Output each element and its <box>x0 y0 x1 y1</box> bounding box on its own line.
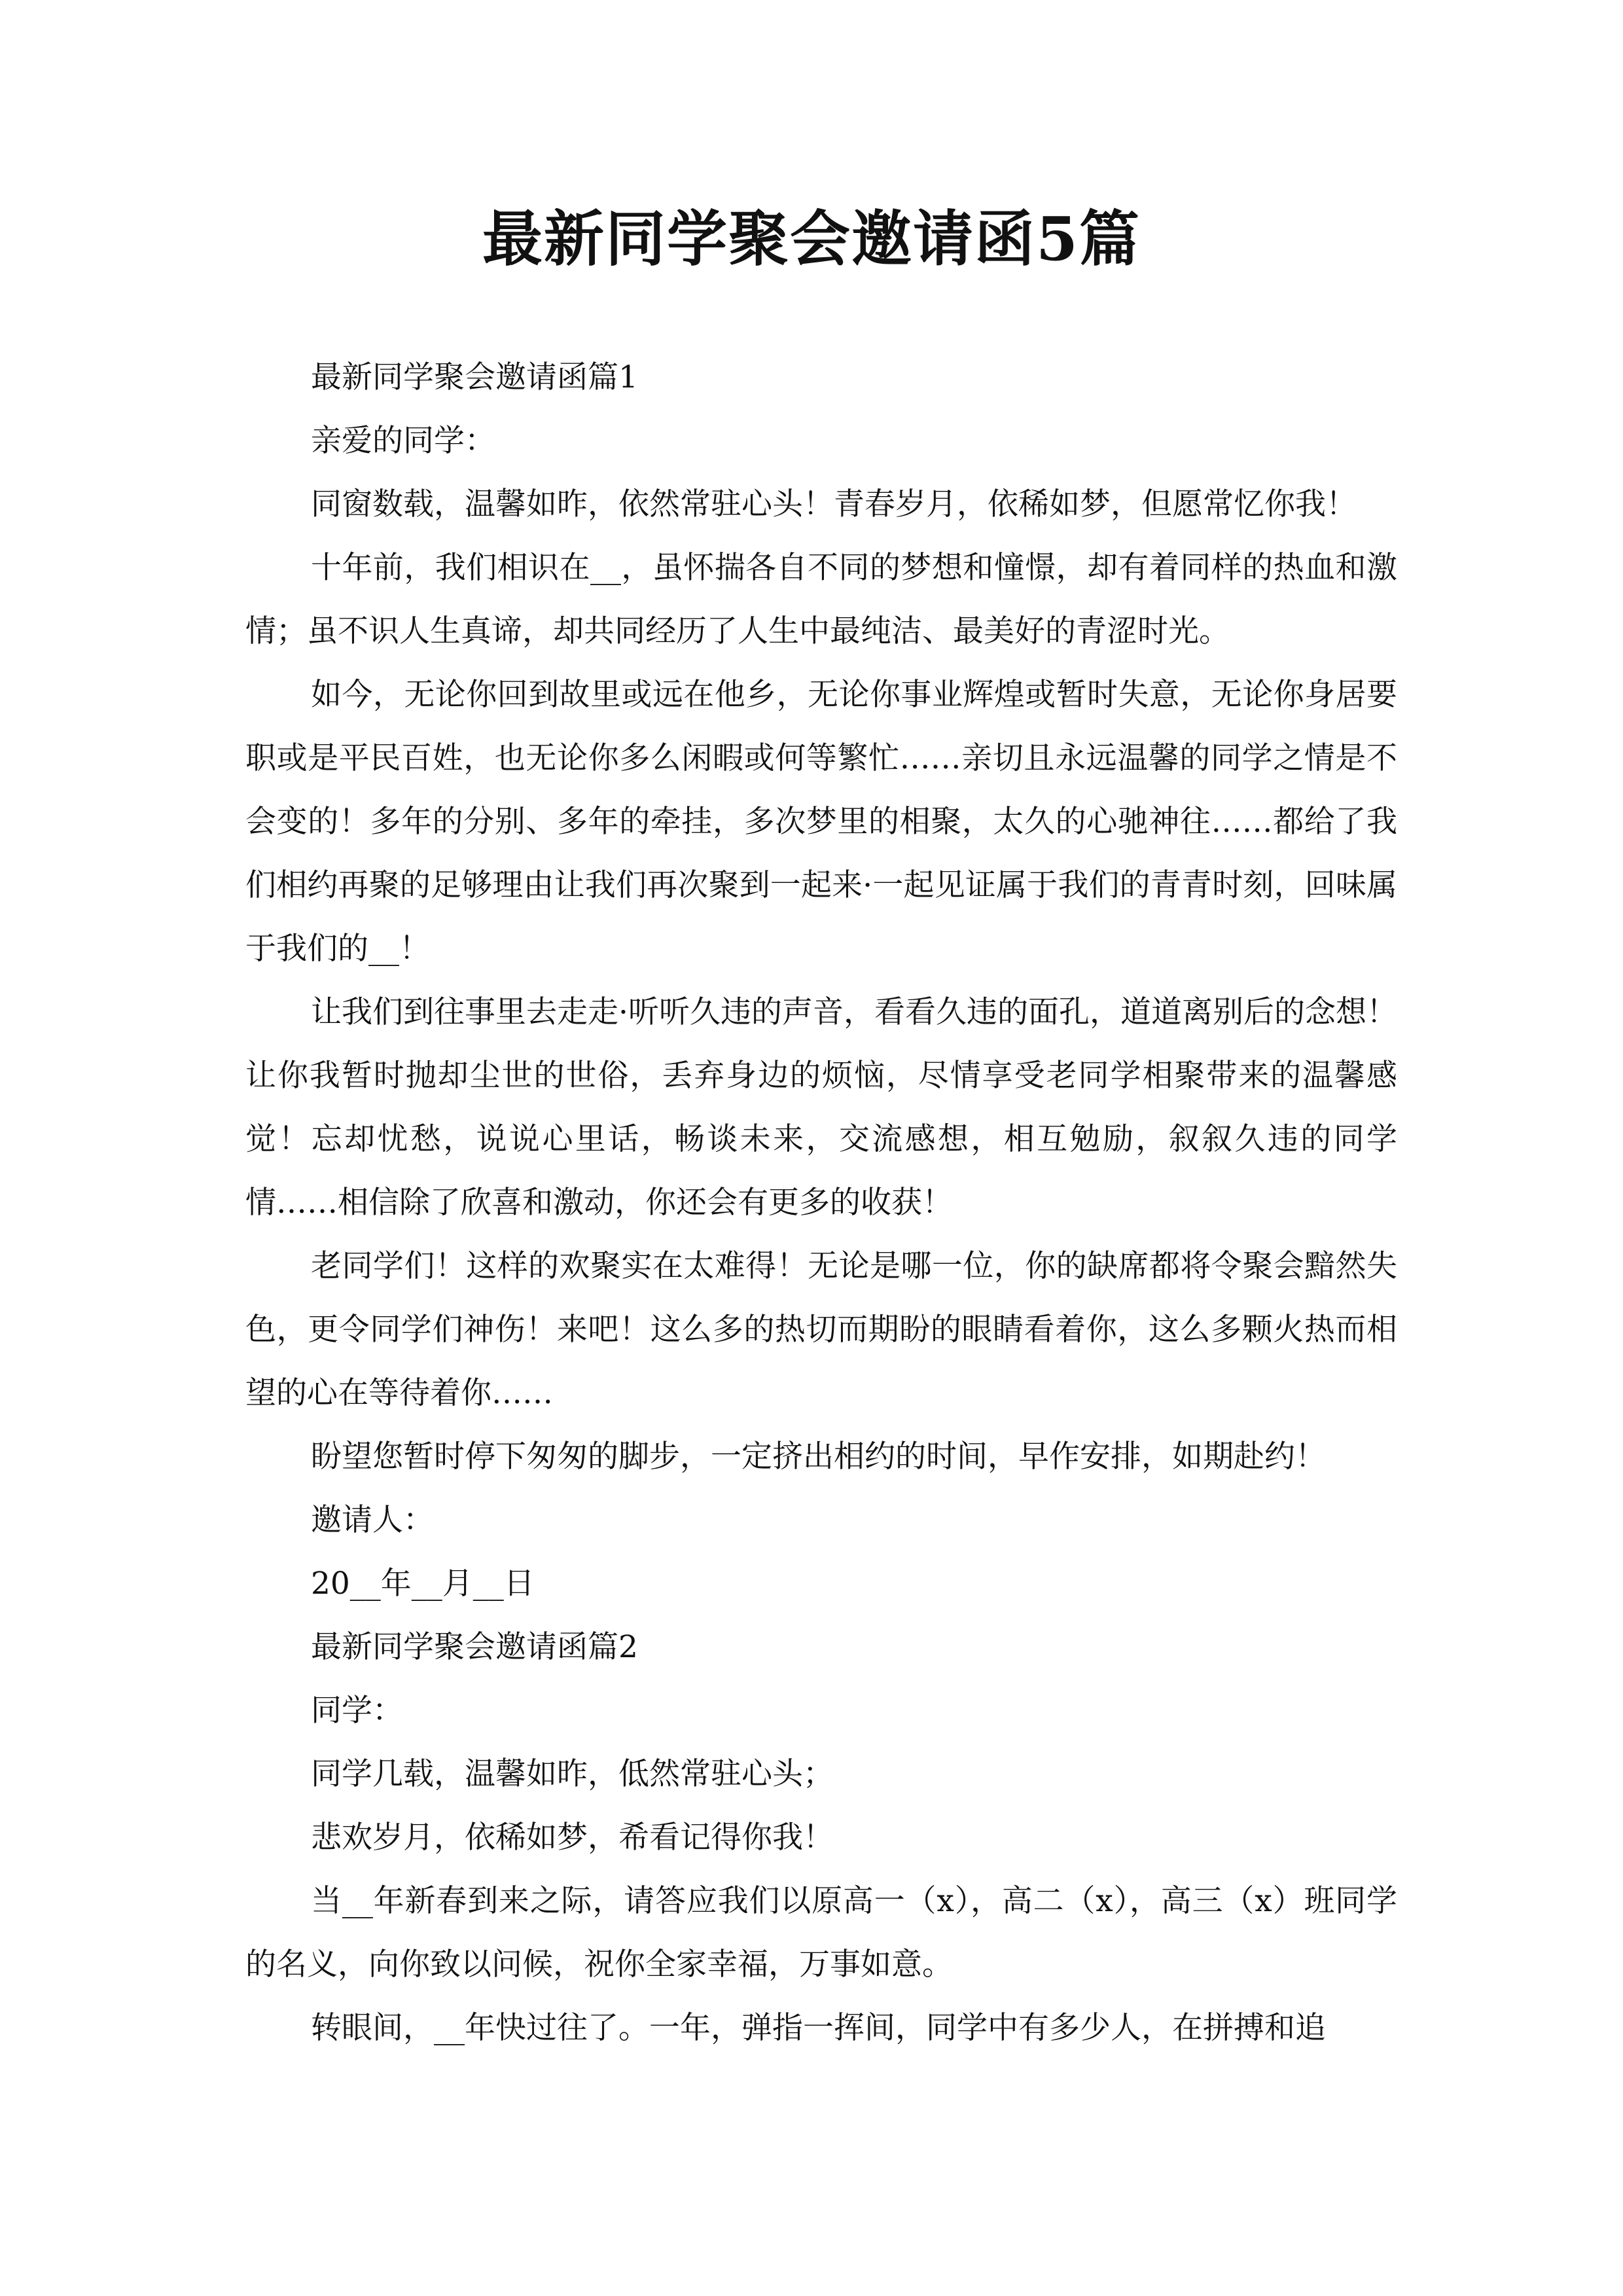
salutation: 亲爱的同学： <box>311 423 495 459</box>
section-heading-1: 最新同学聚会邀请函篇1 <box>311 359 638 395</box>
paragraph: 当__年新春到来之际，请答应我们以原高一（x），高二（x），高三（x）班同学的名义，向你致以问候，祝你全家幸福，万事如意。 <box>245 1883 1397 1982</box>
paragraph: 同窗数载，温馨如昨，依然常驻心头！青春岁月，依稀如梦，但愿常忆你我！ <box>311 486 1357 522</box>
document-title: 最新同学聚会邀请函5篇 <box>482 204 1141 274</box>
paragraph: 让我们到往事里去走走·听听久违的声音，看看久违的面孔，道道离别后的念想！让你我暂时抛却尘世的世俗，丢弃身边的烦恼，尽情享受老同学相聚带来的温馨感觉！忘却忧愁，说说心里话，畅谈未来，交流感想，相互勉励，叙叙久违的同学情……相信除了欣喜和激动，你还会有更多的收获！ <box>245 994 1397 1221</box>
paragraph: 同学几载，温馨如昨，低然常驻心头； <box>311 1756 834 1792</box>
inviter-line: 邀请人： <box>311 1502 434 1538</box>
section-heading-2: 最新同学聚会邀请函篇2 <box>311 1629 638 1665</box>
date-line: 20__年__月__日 <box>311 1566 535 1602</box>
paragraph: 如今，无论你回到故里或远在他乡，无论你事业辉煌或暂时失意，无论你身居要职或是平民百姓，也无论你多么闲暇或何等繁忙……亲切且永远温馨的同学之情是不会变的！多年的分别、多年的牵挂，多次梦里的相聚，太久的心驰神往……都给了我们相约再聚的足够理由让我们再次聚到一起来·一起见证属于我们的青青时刻，回味属于我们的__！ <box>245 677 1397 967</box>
paragraph: 盼望您暂时停下匆匆的脚步，一定挤出相约的时间，早作安排，如期赴约！ <box>311 1439 1326 1475</box>
paragraph: 老同学们！这样的欢聚实在太难得！无论是哪一位，你的缺席都将令聚会黯然失色，更令同学们神伤！来吧！这么多的热切而期盼的眼睛看着你，这么多颗火热而相望的心在等待着你…… <box>245 1248 1397 1411</box>
paragraph: 转眼间，__年快过往了。一年，弹指一挥间，同学中有多少人，在拼搏和追 <box>311 2010 1326 2046</box>
document-body <box>245 346 1397 2060</box>
paragraph: 十年前，我们相识在__，虽怀揣各自不同的梦想和憧憬，却有着同样的热血和激情；虽不识人生真谛，却共同经历了人生中最纯洁、最美好的青涩时光。 <box>245 550 1397 649</box>
paragraph: 悲欢岁月，依稀如梦，希看记得你我！ <box>311 1820 834 1856</box>
salutation: 同学： <box>311 1693 403 1729</box>
